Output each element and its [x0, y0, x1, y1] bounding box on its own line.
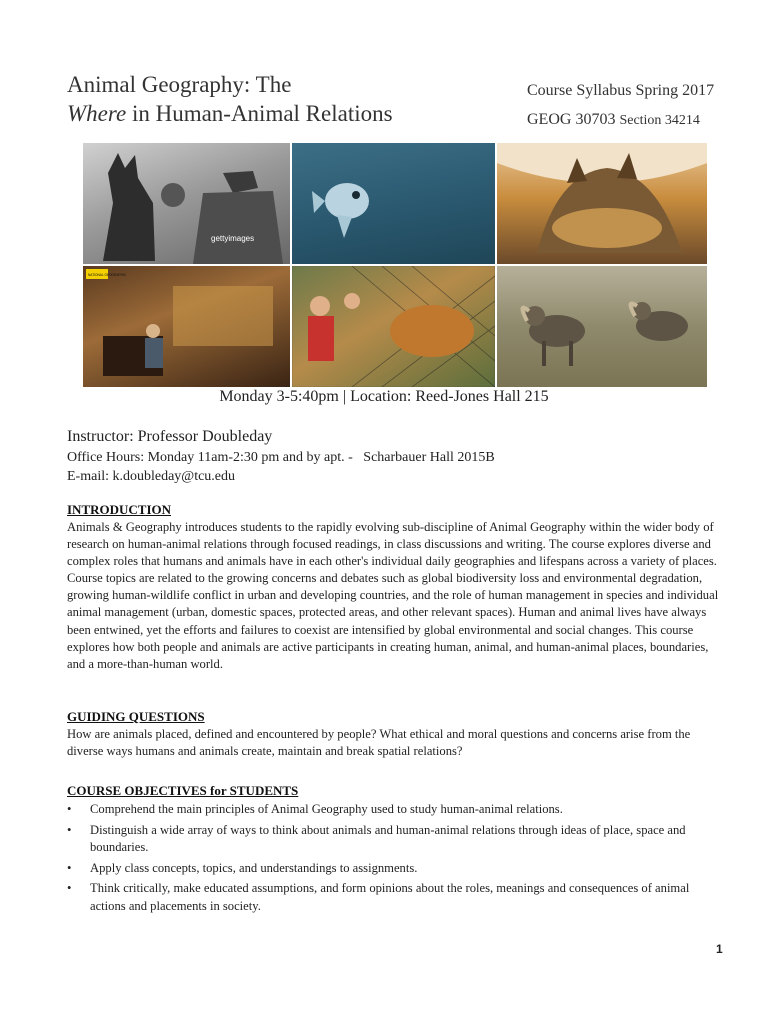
photo-dog-soldier: [83, 143, 290, 264]
meeting-location: Location: Reed-Jones Hall 215: [350, 388, 549, 405]
natgeo-badge: NATIONAL GEOGRAPHIC: [88, 273, 127, 277]
bullet: •: [67, 881, 72, 895]
objective-text: Apply class concepts, topics, and understandings to assignments.: [90, 860, 418, 875]
section-number: Section 34214: [619, 113, 700, 128]
course-code: GEOG 30703: [527, 111, 616, 128]
objectives-heading: COURSE OBJECTIVES for STUDENTS: [67, 783, 299, 798]
objective-item: [67, 801, 727, 819]
instructor-name: Instructor: Professor Doubleday: [67, 428, 273, 445]
objective-text: Distinguish a wide array of ways to think about animals and human-animal relations through ideas of place, space and boundaries.: [90, 822, 686, 854]
bullet: •: [67, 822, 72, 837]
objective-text: Comprehend the main principles of Animal Geography used to study human-animal relations.: [90, 802, 563, 816]
photo-bighorn-sheep: [497, 266, 707, 387]
photo-frog-statue: [497, 143, 707, 264]
getty-watermark: gettyimages: [211, 234, 255, 243]
photo-museum: [83, 266, 290, 387]
objectives-list: [67, 801, 727, 918]
photo-fish: [292, 143, 495, 264]
course-title-line2: [67, 99, 393, 128]
objective-item: [67, 822, 727, 857]
guiding-questions-heading: GUIDING QUESTIONS: [67, 709, 205, 724]
objective-item: [67, 860, 727, 878]
course-title-rest: in Human-Animal Relations: [126, 101, 393, 126]
course-title-italic: Where: [67, 101, 127, 126]
bullet: •: [67, 860, 72, 875]
course-code-line: [527, 105, 714, 135]
meeting-info: [0, 386, 768, 408]
bullet: •: [67, 802, 72, 816]
page-number: 1: [716, 942, 723, 956]
meeting-separator: |: [342, 388, 347, 405]
instructor-email: E-mail: k.doubleday@tcu.edu: [67, 469, 236, 484]
course-title: [67, 70, 393, 128]
photo-collage: [83, 143, 707, 387]
objective-item: [67, 880, 727, 915]
meeting-time: Monday 3-5:40pm: [219, 388, 339, 405]
introduction-heading: INTRODUCTION: [67, 502, 172, 517]
photo-tiger-feeding: [292, 266, 495, 387]
guiding-questions-text: How are animals placed, defined and encountered by people? What ethical and moral questions and concerns arise from the diverse ways humans and animals create, maintain and break spatial relations?: [67, 727, 691, 759]
office-hours: Office Hours: Monday 11am-2:30 pm and by apt. - Scharbauer Hall 2015B: [67, 450, 495, 465]
objective-text: Think critically, make educated assumptions, and form opinions about the roles, meanings and consequences of animal actions and placements in society.: [90, 881, 690, 913]
syllabus-label: Course Syllabus Spring 2017: [527, 82, 715, 99]
course-info: [527, 76, 714, 135]
course-title-line1: Animal Geography: The: [67, 72, 292, 97]
introduction-text: Animals & Geography introduces students to the rapidly evolving sub-discipline of Animal Geography within the wider body of research on human-animal relations through focused readings, in class discussions and writing. The course explores diverse and complex roles that humans and animals have in each other's individual daily geographies and lifespans across a variety of places. Course topics are related to the growing concerns and debates such as global biodiversity loss and environmental degradation, growing human-wildlife conflict in urban and developing countries, and the role of human management in species and individual animal management (urban, domestic spaces, protected areas, and other relevant spaces). Human and animal lives have always been entwined, yet the efforts and failures to coexist are intensified by global environmental and social changes. This course explores how both people and animals are active participants in creating human, animal, and human-animal places, boundaries, and a more-than-human world.: [67, 520, 719, 671]
